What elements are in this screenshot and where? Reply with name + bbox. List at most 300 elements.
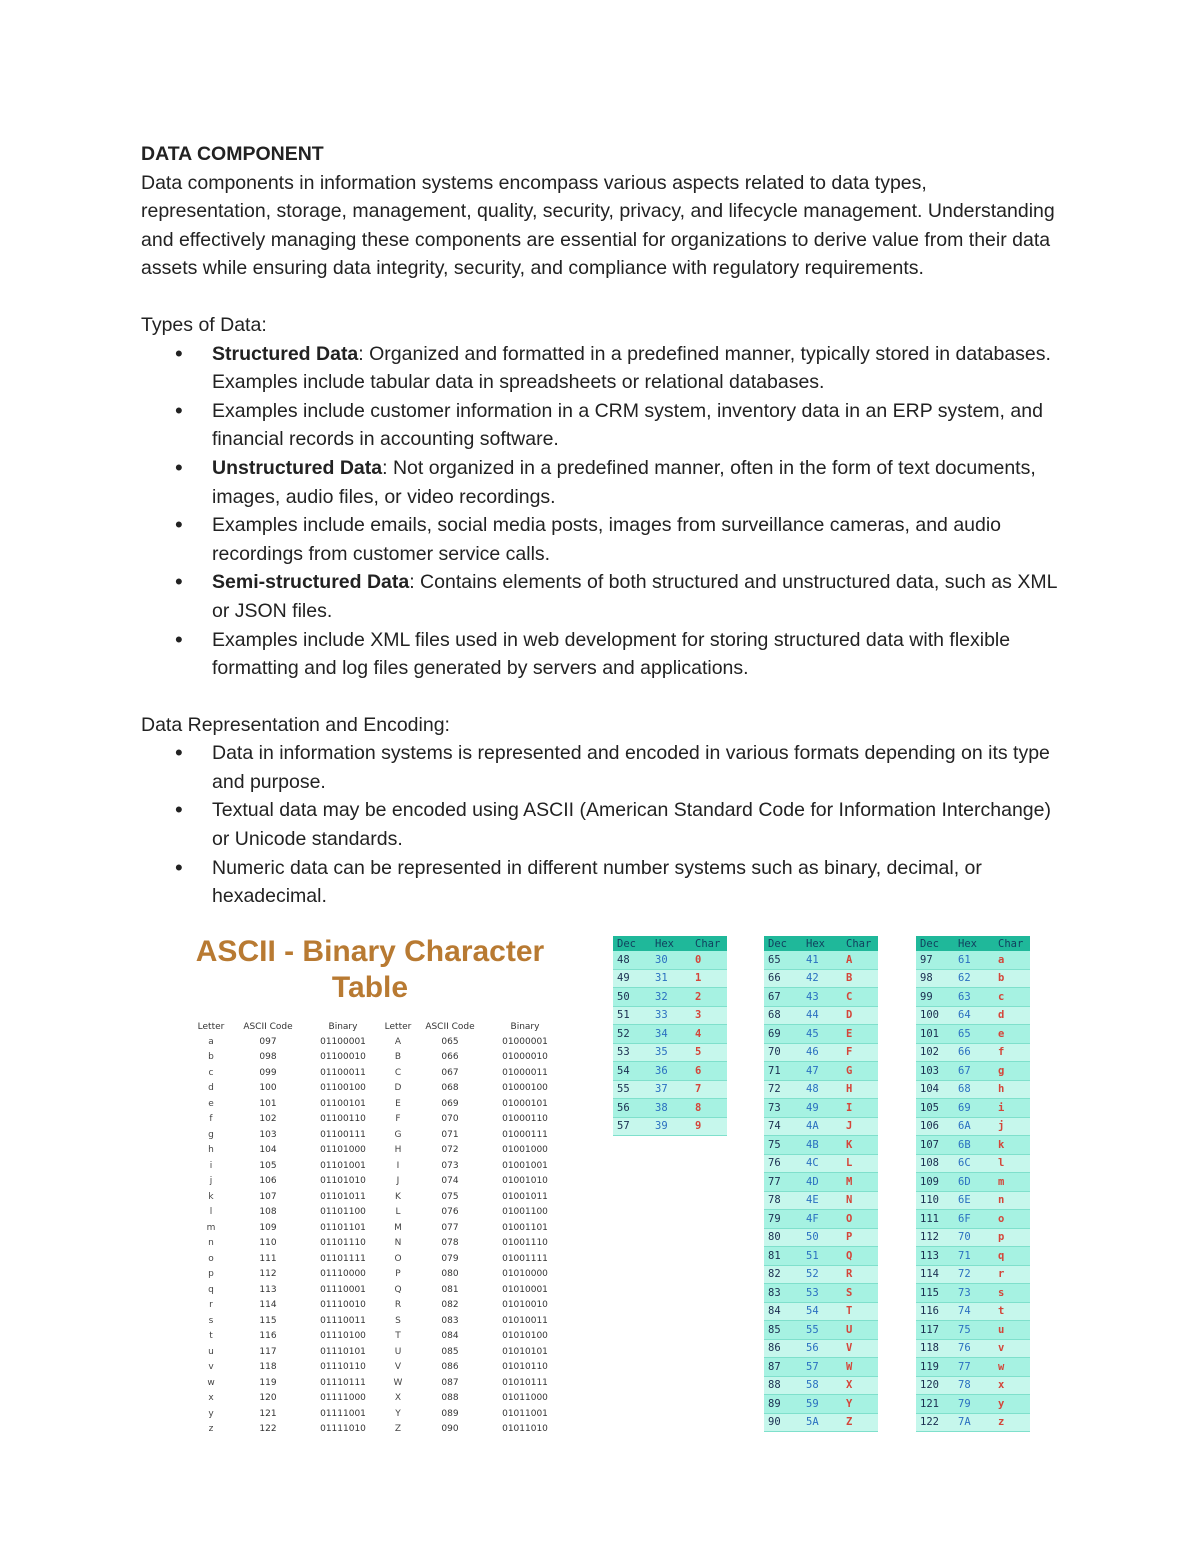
table-cell: 6B [954, 1136, 994, 1155]
table-cell: 121 [259, 1408, 277, 1419]
table-cell: 108 [916, 1154, 954, 1173]
table-cell: 31 [651, 969, 691, 988]
table-cell: P [842, 1228, 878, 1247]
table-cell: 088 [441, 1393, 459, 1404]
table-cell: 51 [802, 1247, 842, 1266]
table-cell: 01101011 [320, 1191, 366, 1202]
table-row [190, 1329, 564, 1345]
table-cell: 89 [764, 1395, 802, 1414]
table-cell: r [209, 1300, 213, 1311]
table-row [613, 988, 727, 1007]
list-item: • Examples include XML files used in web development for storing structured data with flexible formatting and log files generated by servers and applications. [212, 626, 1061, 683]
table-row [764, 1339, 878, 1358]
table-cell: l [209, 1207, 213, 1218]
table-cell: u [994, 1321, 1030, 1340]
table-cell: e [994, 1025, 1030, 1044]
table-cell: s [994, 1284, 1030, 1303]
table-cell: 01001011 [502, 1191, 548, 1202]
table-row [916, 1025, 1030, 1044]
table-row [764, 1080, 878, 1099]
ascii-binary-table [190, 1019, 564, 1437]
table-row [190, 1205, 564, 1221]
table-cell: 078 [441, 1238, 459, 1249]
table-cell: 110 [916, 1191, 954, 1210]
table-cell: 106 [259, 1176, 277, 1187]
table-cell: w [207, 1377, 215, 1388]
table-row [190, 1313, 564, 1329]
table-row [916, 1006, 1030, 1025]
table-row [764, 1413, 878, 1432]
table-cell: J [396, 1176, 400, 1187]
table-row [916, 1302, 1030, 1321]
table-cell: 116 [916, 1302, 954, 1321]
table-cell: 59 [802, 1395, 842, 1414]
table-cell: 71 [954, 1247, 994, 1266]
table-cell: 6D [954, 1173, 994, 1192]
table-cell: V [394, 1362, 402, 1373]
table-cell: 49 [802, 1099, 842, 1118]
table-cell: D [842, 1006, 878, 1025]
table-cell: 78 [954, 1376, 994, 1395]
representation-label: Data Representation and Encoding: [141, 713, 450, 736]
table-row [190, 1096, 564, 1112]
table-cell: 75 [764, 1136, 802, 1155]
table-row [916, 1191, 1030, 1210]
table-cell: 073 [441, 1160, 459, 1171]
table-row [190, 1189, 564, 1205]
table-row [764, 1043, 878, 1062]
table-row [764, 988, 878, 1007]
table-cell: 01111001 [320, 1408, 366, 1419]
table-cell: 099 [259, 1067, 277, 1078]
table-cell: G [842, 1062, 878, 1081]
list-item: • Data in information systems is represented and encoded in various formats depending on its type and purpose. [212, 739, 1061, 796]
table-cell: T [395, 1331, 401, 1342]
table-cell: 53 [802, 1284, 842, 1303]
table-row [190, 1050, 564, 1066]
table-cell: 104 [916, 1080, 954, 1099]
table-cell: s [208, 1315, 214, 1326]
table-row [764, 1284, 878, 1303]
table-cell: 55 [802, 1321, 842, 1340]
column-header: Dec [764, 936, 802, 951]
table-cell: 122 [259, 1424, 277, 1435]
table-cell: 01000111 [502, 1129, 548, 1140]
table-cell: 101 [259, 1098, 277, 1109]
intro-paragraph: Data components in information systems encompass various aspects related to data types, representation, storage, management, quality, security, privacy, and lifecycle management. Understanding and effectively managing these components are essential for organizations to derive value from their data assets while ensuring data integrity, security, and compliance with regulatory requirements. [141, 171, 1055, 280]
table-cell: 087 [441, 1377, 459, 1388]
table-cell: 63 [954, 988, 994, 1007]
table-cell: 88 [764, 1376, 802, 1395]
table-cell: N [842, 1191, 878, 1210]
table-row [190, 1065, 564, 1081]
table-row [764, 1247, 878, 1266]
table-cell: 077 [441, 1222, 459, 1233]
table-cell: 66 [954, 1043, 994, 1062]
column-header: Hex [802, 936, 842, 951]
table-cell: f [209, 1114, 213, 1125]
table-cell: 116 [259, 1331, 277, 1342]
table-cell: 39 [651, 1117, 691, 1136]
table-cell: 01111010 [320, 1424, 366, 1435]
table-cell: H [842, 1080, 878, 1099]
table-cell: 72 [764, 1080, 802, 1099]
table-row [916, 1080, 1030, 1099]
table-cell: 083 [441, 1315, 459, 1326]
table-cell: p [994, 1228, 1030, 1247]
table-row [916, 1136, 1030, 1155]
table-cell: 66 [764, 969, 802, 988]
table-cell: u [208, 1346, 214, 1357]
document-body [141, 140, 1061, 911]
table-cell: K [395, 1191, 401, 1202]
table-row [613, 969, 727, 988]
column-header: ASCII Code [425, 1021, 475, 1032]
table-cell: k [208, 1191, 214, 1202]
table-cell: 72 [954, 1265, 994, 1284]
table-cell: w [994, 1358, 1030, 1377]
table-cell: 87 [764, 1358, 802, 1377]
table-cell: v [208, 1362, 214, 1373]
table-cell: 6C [954, 1154, 994, 1173]
table-cell: 119 [259, 1377, 277, 1388]
table-row [916, 1154, 1030, 1173]
table-cell: P [395, 1269, 401, 1280]
table-cell: S [395, 1315, 401, 1326]
table-cell: Z [842, 1413, 878, 1432]
table-cell: 50 [802, 1228, 842, 1247]
table-row [916, 1043, 1030, 1062]
table-cell: 71 [764, 1062, 802, 1081]
table-cell: 37 [651, 1080, 691, 1099]
table-cell: 9 [691, 1117, 727, 1136]
table-cell: 4F [802, 1210, 842, 1229]
table-cell: 76 [764, 1154, 802, 1173]
table-cell: 49 [613, 969, 651, 988]
table-cell: E [842, 1025, 878, 1044]
table-cell: 117 [259, 1346, 277, 1357]
table-cell: 01100001 [320, 1036, 366, 1047]
table-cell: 58 [802, 1376, 842, 1395]
table-row [764, 1099, 878, 1118]
table-cell: 118 [916, 1339, 954, 1358]
table-cell: 01110010 [320, 1300, 366, 1311]
table-cell: 072 [441, 1145, 459, 1156]
table-row [613, 1025, 727, 1044]
table-cell: Y [395, 1408, 401, 1419]
table-cell: 080 [441, 1269, 459, 1280]
table-cell: 102 [259, 1114, 277, 1125]
table-row [764, 1265, 878, 1284]
table-cell: U [394, 1346, 402, 1357]
table-cell: 01001000 [502, 1145, 548, 1156]
table-row [916, 1413, 1030, 1432]
table-cell: 70 [764, 1043, 802, 1062]
table-cell: 01001100 [502, 1207, 548, 1218]
table-cell: 01101110 [320, 1238, 366, 1249]
table-cell: B [394, 1052, 402, 1063]
table-row [916, 1247, 1030, 1266]
table-cell: 119 [916, 1358, 954, 1377]
table-cell: 33 [651, 1006, 691, 1025]
table-row [764, 1395, 878, 1414]
table-cell: 5 [691, 1043, 727, 1062]
table-cell: 01010000 [502, 1269, 548, 1280]
column-header: Hex [651, 936, 691, 951]
table-cell: t [994, 1302, 1030, 1321]
table-cell: V [842, 1339, 878, 1358]
table-row [190, 1236, 564, 1252]
table-cell: 4 [691, 1025, 727, 1044]
table-cell: 73 [954, 1284, 994, 1303]
table-cell: 112 [916, 1228, 954, 1247]
table-row [190, 1406, 564, 1422]
table-cell: q [994, 1247, 1030, 1266]
table-cell: H [394, 1145, 402, 1156]
table-cell: h [208, 1145, 214, 1156]
hex-table-lowercase [916, 936, 1030, 1432]
table-cell: 01101000 [320, 1145, 366, 1156]
table-cell: 01100111 [320, 1129, 366, 1140]
table-cell: 122 [916, 1413, 954, 1432]
representation-list [141, 739, 1061, 911]
table-cell: j [994, 1117, 1030, 1136]
table-cell: 01000100 [502, 1083, 548, 1094]
table-cell: p [208, 1269, 214, 1280]
table-cell: 070 [441, 1114, 459, 1125]
hex-table-uppercase [764, 936, 878, 1432]
table-row [764, 1191, 878, 1210]
table-cell: 68 [764, 1006, 802, 1025]
table-cell: 084 [441, 1331, 459, 1342]
column-header: Char [994, 936, 1030, 951]
table-row [764, 1210, 878, 1229]
table-cell: D [394, 1083, 402, 1094]
list-item: • Textual data may be encoded using ASCII (American Standard Code for Information Interchange) or Unicode standards. [212, 796, 1061, 853]
table-cell: 113 [916, 1247, 954, 1266]
table-cell: 104 [259, 1145, 277, 1156]
table-cell: 01100101 [320, 1098, 366, 1109]
table-cell: 01001111 [502, 1253, 548, 1264]
table-cell: W [842, 1358, 878, 1377]
table-cell: 34 [651, 1025, 691, 1044]
table-row [916, 1339, 1030, 1358]
table-cell: y [208, 1408, 214, 1419]
table-cell: 114 [259, 1300, 277, 1311]
table-cell: 066 [441, 1052, 459, 1063]
table-cell: 01011010 [502, 1424, 548, 1435]
table-cell: 090 [441, 1424, 459, 1435]
table-cell: 065 [441, 1036, 459, 1047]
table-cell: t [209, 1331, 213, 1342]
table-cell: 73 [764, 1099, 802, 1118]
table-cell: 3 [691, 1006, 727, 1025]
table-cell: 101 [916, 1025, 954, 1044]
table-row [916, 1210, 1030, 1229]
table-cell: 120 [916, 1376, 954, 1395]
table-row [190, 1282, 564, 1298]
table-cell: 111 [916, 1210, 954, 1229]
table-cell: X [842, 1376, 878, 1395]
column-header: Dec [613, 936, 651, 951]
table-cell: 80 [764, 1228, 802, 1247]
table-row [190, 1112, 564, 1128]
table-cell: 107 [259, 1191, 277, 1202]
table-cell: 111 [259, 1253, 277, 1264]
table-cell: x [994, 1376, 1030, 1395]
table-row [916, 1173, 1030, 1192]
table-cell: 01111000 [320, 1393, 366, 1404]
page-title: DATA COMPONENT [141, 143, 324, 165]
table-cell: 84 [764, 1302, 802, 1321]
table-row [916, 1265, 1030, 1284]
table-cell: 90 [764, 1413, 802, 1432]
table-cell: Z [394, 1424, 402, 1435]
table-cell: Y [842, 1395, 878, 1414]
types-label: Types of Data: [141, 313, 267, 336]
table-row [916, 1284, 1030, 1303]
table-cell: z [208, 1424, 214, 1435]
table-cell: 105 [259, 1160, 277, 1171]
table-row [190, 1174, 564, 1190]
table-cell: o [208, 1253, 214, 1264]
table-cell: 113 [259, 1284, 277, 1295]
table-cell: 52 [802, 1265, 842, 1284]
table-cell: R [842, 1265, 878, 1284]
table-cell: 99 [916, 988, 954, 1007]
table-row [613, 1006, 727, 1025]
table-cell: 089 [441, 1408, 459, 1419]
table-cell: 01100100 [320, 1083, 366, 1094]
table-cell: 01101111 [320, 1253, 366, 1264]
table-cell: k [994, 1136, 1030, 1155]
table-cell: R [394, 1300, 402, 1311]
table-cell: 079 [441, 1253, 459, 1264]
table-row [190, 1344, 564, 1360]
table-cell: 01100010 [320, 1052, 366, 1063]
table-cell: n [994, 1191, 1030, 1210]
hex-table-digits [613, 936, 727, 1136]
table-row [190, 1081, 564, 1097]
table-cell: 4A [802, 1117, 842, 1136]
table-row [613, 1043, 727, 1062]
table-cell: n [208, 1238, 214, 1249]
table-cell: 107 [916, 1136, 954, 1155]
table-cell: d [994, 1006, 1030, 1025]
table-cell: m [994, 1173, 1030, 1192]
table-row [764, 1173, 878, 1192]
table-cell: E [395, 1098, 401, 1109]
table-cell: 65 [954, 1025, 994, 1044]
table-cell: 41 [802, 951, 842, 969]
table-cell: 01010111 [502, 1377, 548, 1388]
table-row [764, 969, 878, 988]
table-cell: 42 [802, 969, 842, 988]
table-row [916, 969, 1030, 988]
table-cell: X [394, 1393, 402, 1404]
table-cell: v [994, 1339, 1030, 1358]
table-cell: 103 [916, 1062, 954, 1081]
table-row [764, 1025, 878, 1044]
table-row [764, 1136, 878, 1155]
table-row [916, 1321, 1030, 1340]
column-header: Binary [510, 1021, 540, 1032]
table-cell: 01001101 [502, 1222, 548, 1233]
table-cell: 069 [441, 1098, 459, 1109]
table-cell: o [994, 1210, 1030, 1229]
table-cell: 70 [954, 1228, 994, 1247]
table-cell: F [395, 1114, 401, 1125]
table-cell: 6 [691, 1062, 727, 1081]
table-cell: 01010011 [502, 1315, 548, 1326]
table-cell: 01101101 [320, 1222, 366, 1233]
table-cell: 120 [259, 1393, 277, 1404]
table-row [916, 1358, 1030, 1377]
table-cell: L [395, 1207, 401, 1218]
table-row [916, 988, 1030, 1007]
table-cell: 69 [764, 1025, 802, 1044]
table-cell: 83 [764, 1284, 802, 1303]
table-cell: 77 [764, 1173, 802, 1192]
table-cell: d [208, 1083, 214, 1094]
table-cell: 36 [651, 1062, 691, 1081]
table-row [764, 1117, 878, 1136]
table-cell: 69 [954, 1099, 994, 1118]
table-cell: c [994, 988, 1030, 1007]
table-cell: 4B [802, 1136, 842, 1155]
table-cell: 01101010 [320, 1176, 366, 1187]
table-cell: b [208, 1052, 214, 1063]
table-cell: 01010100 [502, 1331, 548, 1342]
table-cell: 57 [802, 1358, 842, 1377]
table-cell: b [994, 969, 1030, 988]
table-cell: 97 [916, 951, 954, 969]
table-row [613, 1099, 727, 1118]
column-header: Hex [954, 936, 994, 951]
table-cell: 35 [651, 1043, 691, 1062]
table-row [190, 1391, 564, 1407]
table-cell: 81 [764, 1247, 802, 1266]
table-cell: L [842, 1154, 878, 1173]
table-cell: 79 [954, 1395, 994, 1414]
table-cell: 01110001 [320, 1284, 366, 1295]
table-row [764, 1376, 878, 1395]
table-cell: a [994, 951, 1030, 969]
table-cell: 085 [441, 1346, 459, 1357]
table-row [613, 1062, 727, 1081]
table-cell: 105 [916, 1099, 954, 1118]
table-cell: 01011000 [502, 1393, 548, 1404]
table-row [764, 951, 878, 969]
table-cell: z [994, 1413, 1030, 1432]
table-row [613, 951, 727, 969]
table-cell: 64 [954, 1006, 994, 1025]
table-cell: A [842, 951, 878, 969]
table-row [190, 1375, 564, 1391]
column-header: Letter [384, 1021, 412, 1032]
table-cell: 121 [916, 1395, 954, 1414]
table-cell: 01001110 [502, 1238, 548, 1249]
table-row [190, 1143, 564, 1159]
table-cell: N [394, 1238, 402, 1249]
table-cell: G [394, 1129, 402, 1140]
table-cell: 76 [954, 1339, 994, 1358]
column-header: Binary [328, 1021, 358, 1032]
table-row [764, 1228, 878, 1247]
table-row [916, 1099, 1030, 1118]
table-cell: W [393, 1377, 403, 1388]
table-cell: Q [394, 1284, 402, 1295]
